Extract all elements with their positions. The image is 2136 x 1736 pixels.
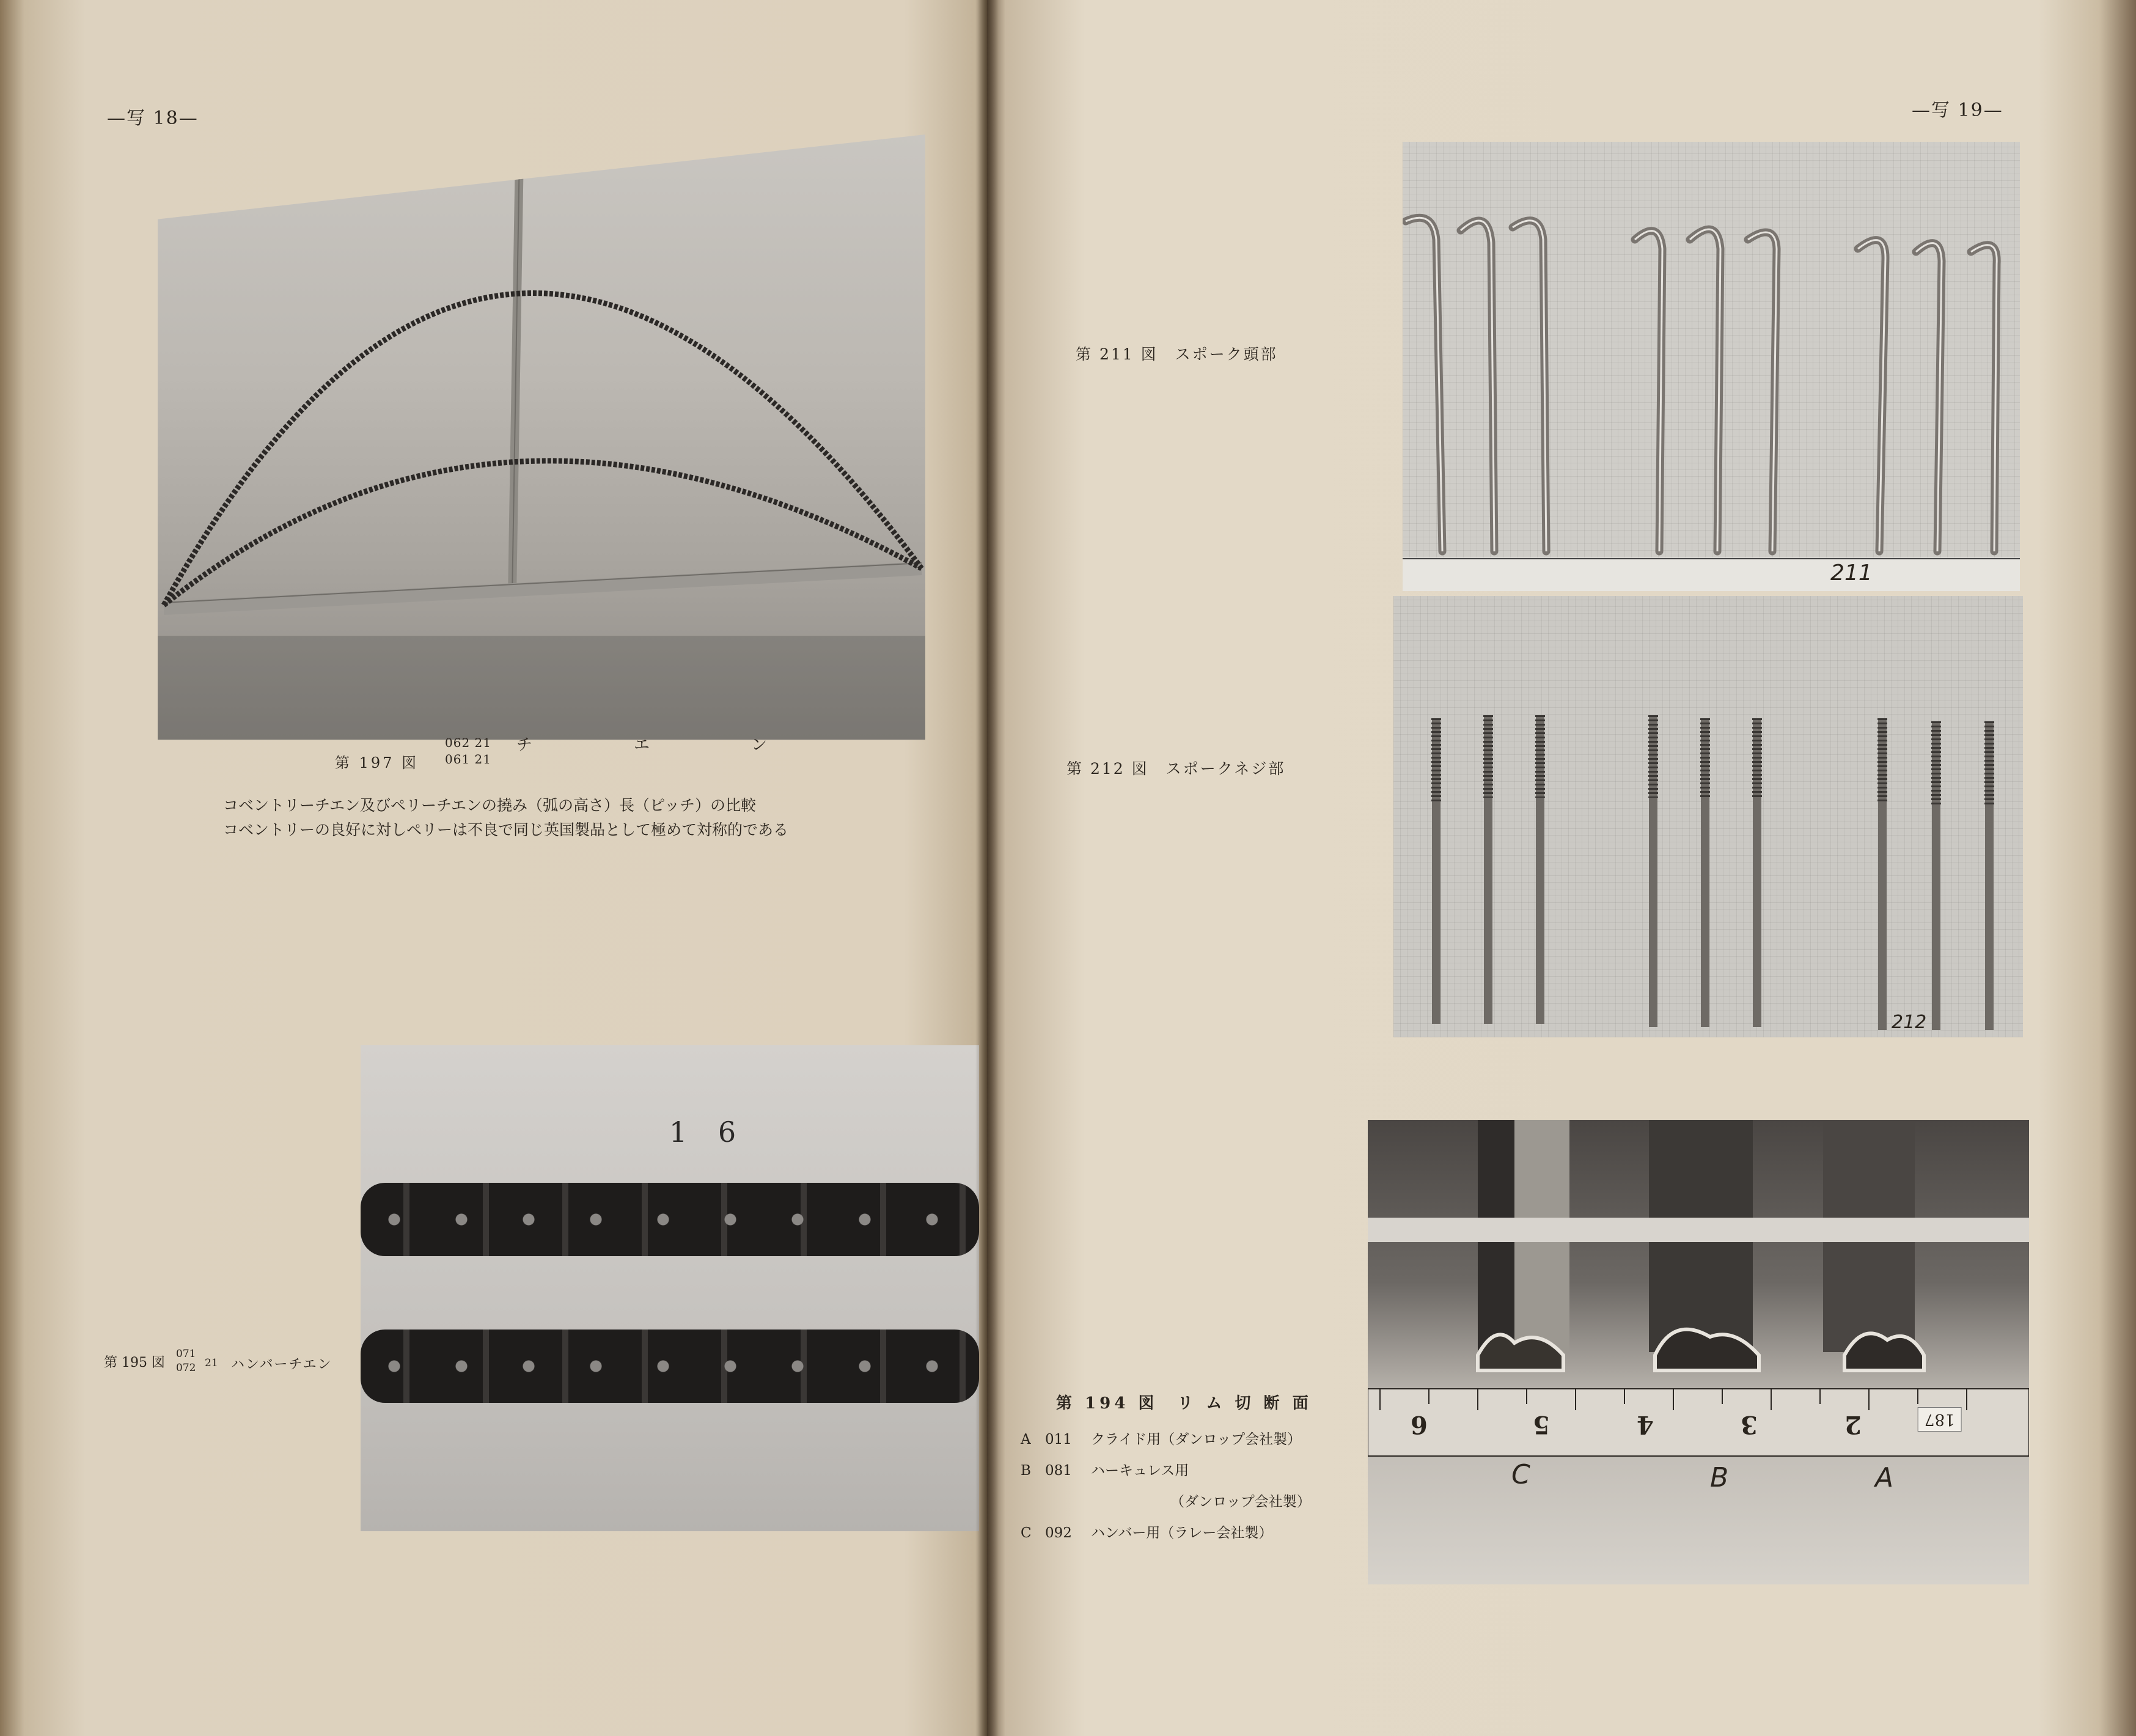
- page-header-left: —写 18—: [107, 108, 199, 129]
- chain-arc-high: [164, 293, 922, 605]
- ruler-tag: 187: [1918, 1407, 1962, 1432]
- figure-212-photo: [1393, 596, 2023, 1037]
- figure-212-label: 第 212 図 スポークネジ部: [1066, 760, 1286, 778]
- ruler-number-3: 3: [1741, 1410, 1758, 1439]
- photo-letter-c: C: [1511, 1459, 1530, 1490]
- figure-211-label: 第 211 図 スポーク頭部: [1076, 345, 1278, 363]
- left-page: [0, 0, 987, 1736]
- photo-letter-b: B: [1710, 1462, 1729, 1493]
- rim-sections-illustration: [1368, 1120, 2029, 1584]
- item-b-maker-text: （ダンロップ会社製）: [1170, 1494, 1311, 1510]
- figure-197-number: 第 197 図: [335, 754, 419, 771]
- item-c-code: 092: [1045, 1525, 1072, 1541]
- figure-194-item-b: [1021, 1455, 1311, 1487]
- figure-195-code-1: 071: [176, 1348, 196, 1360]
- photo-letter-a: A: [1875, 1462, 1894, 1493]
- figure-195-photo: [361, 1045, 979, 1531]
- figure-194-photo: [1368, 1120, 2029, 1584]
- figure-194-item-b-maker: [1021, 1487, 1311, 1518]
- item-a-code: 011: [1045, 1432, 1072, 1447]
- figure-194-item-a: [1021, 1424, 1311, 1455]
- figure-212-handwritten-number: 212: [1892, 1012, 1927, 1033]
- figure-197-code-2: 061 21: [445, 752, 491, 767]
- figure-194-item-list: [1021, 1424, 1311, 1549]
- figure-195-number: 第 195 図: [104, 1355, 165, 1370]
- page-header-right: —写 19—: [1912, 100, 2003, 121]
- photo-mark-16: 1 6: [669, 1116, 747, 1149]
- spoke-threads-illustration: [1393, 596, 2023, 1037]
- spoke-heads-illustration: [1403, 142, 2020, 591]
- figure-197-code-1: 062 21: [445, 735, 491, 750]
- roller-chain-lower-pins: [361, 1351, 979, 1381]
- item-b-code: 081: [1045, 1463, 1072, 1479]
- ruler-number-4: 4: [1637, 1410, 1654, 1439]
- figure-211-photo: [1403, 142, 2020, 591]
- figure-211-handwritten-number: 211: [1830, 561, 1873, 586]
- figure-195-title: ハンバーチエン: [231, 1357, 332, 1372]
- item-b-text: ハーキュレス用: [1091, 1463, 1189, 1479]
- figure-197-caption-line-2: コベントリーの良好に対しペリーは不良で同じ英国製品として極めて対称的である: [223, 821, 789, 839]
- figure-195-code-2: 072: [176, 1362, 196, 1374]
- book-gutter: [975, 0, 999, 1736]
- item-c-letter: C: [1021, 1525, 1032, 1541]
- figure-197-title: チ エ ン: [516, 736, 810, 754]
- figure-194-item-c: [1021, 1518, 1311, 1549]
- item-c-text: ハンバー用（ラレー会社製）: [1091, 1525, 1273, 1541]
- figure-195-code-suffix: 21: [205, 1357, 218, 1369]
- horizontal-ruler: [164, 568, 922, 608]
- figure-197-caption-line-1: コベントリーチエン及びペリーチエンの撓み（弧の高さ）長（ピッチ）の比較: [223, 796, 757, 814]
- ruler-number-6: 6: [1411, 1410, 1428, 1439]
- item-a-text: クライド用（ダンロップ会社製）: [1091, 1432, 1302, 1447]
- chain-arc-illustration: [158, 134, 925, 740]
- item-a-letter: A: [1021, 1432, 1031, 1447]
- figure-197-photo: [158, 134, 925, 740]
- roller-chain-upper-pins: [361, 1204, 979, 1235]
- ruler-number-5: 5: [1533, 1410, 1550, 1439]
- figure-194-label: 第 194 図 リ ム 切 断 面: [1056, 1394, 1312, 1413]
- ruler-number-2: 2: [1844, 1410, 1862, 1439]
- item-b-letter: B: [1021, 1463, 1031, 1479]
